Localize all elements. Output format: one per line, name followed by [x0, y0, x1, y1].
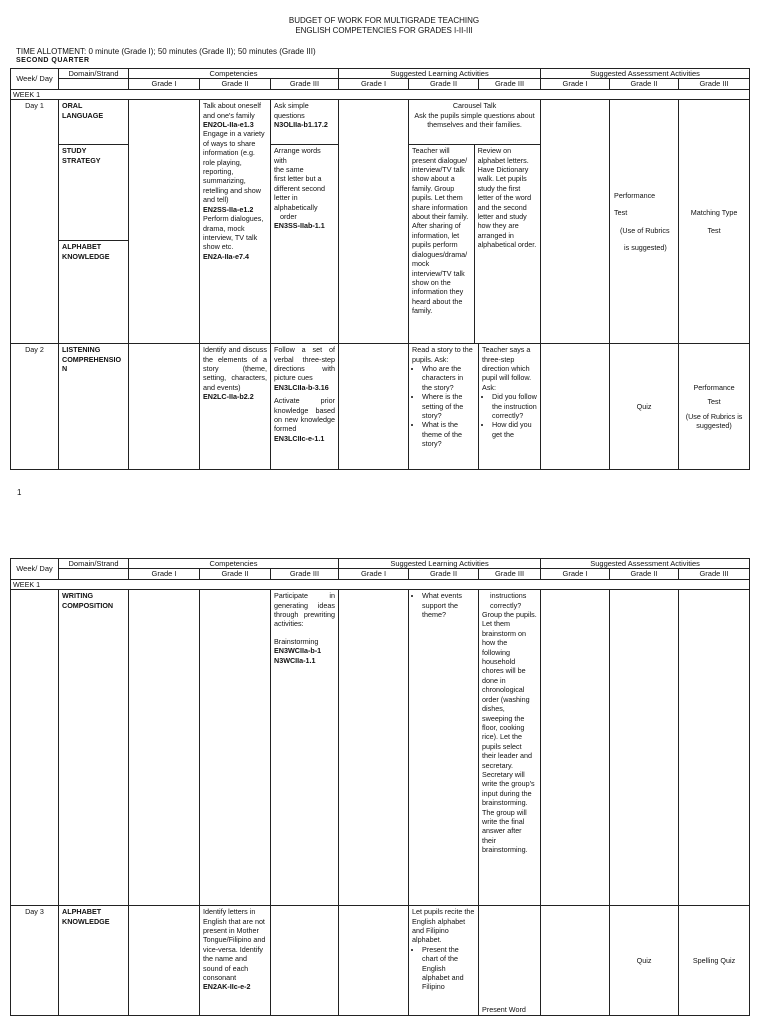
g3-code-lc-a: EN3LCIIa-b-3.16: [274, 382, 329, 392]
writing-act-grade1: [339, 590, 409, 906]
g3-code-ss: EN3SS-IIab-1.1: [274, 221, 325, 231]
day2-act-grade1: [339, 344, 409, 470]
table-row-day2: [11, 344, 750, 470]
g2-act-recite: Let pupils recite the English alphabet and Filipino alphabet.: [412, 907, 475, 945]
writing-assess-grade2: [610, 590, 679, 906]
table-row-writing: [11, 590, 750, 906]
act-grade1-header: Grade I: [339, 569, 409, 579]
act-grade3-header: Grade III: [479, 569, 541, 579]
day1-assess-grade2: [610, 100, 679, 344]
g3-assess-test: Test: [707, 225, 721, 235]
carousel-talk-block: [409, 100, 540, 145]
comp-grade3-header: Grade III: [271, 569, 339, 579]
list-item: • Present the chart of the English alphabet and Filipino: [422, 945, 475, 992]
document-title-line2: ENGLISH COMPETENCIES FOR GRADES I-II-III: [295, 26, 473, 35]
g2-assess-suggested: is suggested): [624, 243, 667, 253]
g2-act-questions: [412, 364, 475, 449]
g3-code-wc-b: N3WCIIa-1.1: [274, 655, 316, 665]
g2-assess-rubrics: (Use of Rubrics: [620, 225, 670, 235]
assess-grade3-header: Grade III: [679, 79, 750, 89]
day1-act-grade2-3: [409, 100, 541, 344]
act-grade1-header: Grade I: [339, 79, 409, 89]
day2-label: Day 2: [11, 344, 59, 470]
list-item: • How did you get the: [492, 420, 537, 439]
header-row-1: [11, 559, 750, 569]
g3-comp-activate: Activate prior knowledge based on new knowledge formed: [274, 396, 336, 434]
day3-act-grade1: [339, 906, 409, 1016]
writing-day-cell: [11, 590, 59, 906]
list-item: • Who are the characters in the story?: [422, 364, 475, 392]
g3-comp-arrange-3: first letter but a different second letter in alphabetically: [274, 174, 326, 212]
day2-assess-grade3: [679, 344, 750, 470]
quarter-label: SECOND QUARTER: [16, 57, 90, 64]
g2-activity-dialogue: Teacher will present dialogue/ interview/TV talk show about a family. Group pupils. Let them share information about their family. After sharing of information, let pupils perform dialogues/drama/ mock interview/TV talk show on the information they heard about the family.: [409, 145, 475, 343]
assess-grade1-header: Grade I: [541, 569, 610, 579]
g3-code-lc-b: EN3LCIIc-e-1.1: [274, 433, 325, 443]
list-item: • Where is the setting of the story?: [422, 392, 475, 420]
comp-grade1-header: Grade I: [129, 569, 200, 579]
g2-code-a: EN2A-IIa-e7.4: [203, 251, 249, 261]
g2-comp-elements: Identify and discuss the elements of a story (theme, setting, characters, and events): [203, 345, 267, 392]
g3-code-wc-a: EN3WCIIa-b-1: [274, 646, 322, 656]
day1-comp-grade3: [271, 100, 339, 344]
g2-comp-talk: Talk about oneself and one's family: [203, 101, 261, 120]
day1-activities-split: [409, 145, 540, 343]
list-item: • What events support the theme?: [422, 591, 475, 619]
day1-assess-grade1: [541, 100, 610, 344]
g3-code-ol: N3OLIIa-b1.17.2: [274, 120, 328, 130]
g2-comp-perform: Perform dialogues, drama, mock interview, TV talk show etc.: [203, 214, 264, 252]
g3-act-continued: instructions correctly?: [490, 591, 527, 610]
assess-grade3-header: Grade III: [679, 569, 750, 579]
day2-comp-grade2: [200, 344, 271, 470]
g3-act-questions: [482, 392, 537, 439]
g2-assess-performance: Performance: [614, 190, 656, 200]
day2-act-grade2: [409, 344, 479, 470]
day3-label: Day 3: [11, 906, 59, 1016]
writing-comp-grade3: [271, 590, 339, 906]
g3-act-three-step: Teacher says a three-step direction which pupil will follow. Ask:: [482, 345, 532, 392]
budget-table-page2: [10, 558, 750, 1016]
learning-activities-header: Suggested Learning Activities: [339, 69, 541, 79]
day3-assess-grade2: Quiz: [610, 906, 679, 1016]
document-page-1: [0, 0, 768, 497]
g3-comp-arrange-1: Arrange words with: [274, 146, 321, 165]
day3-comp-grade3: [271, 906, 339, 1016]
g3-comp-follow: Follow a set of verbal three-step directions with picture cues: [274, 345, 336, 383]
writing-comp-grade2: [200, 590, 271, 906]
g3-comp-ask-text: Ask simple questions: [274, 101, 309, 120]
g2-code-lc: EN2LC-IIa-b2.2: [203, 392, 254, 402]
day1-act-grade1: [339, 100, 409, 344]
day3-act-grade2: [409, 906, 479, 1016]
carousel-title: Carousel Talk: [452, 101, 497, 111]
document-page-2: [0, 548, 768, 1024]
comp-grade3-header: Grade III: [271, 79, 339, 89]
day2-assess-grade1: [541, 344, 610, 470]
g2-act-read-story: Read a story to the pupils. Ask:: [412, 345, 473, 364]
g3-activity-dictionary-walk: Review on alphabet letters. Have Dictionary walk. Let pupils study the first letter of the word and the second letter and study how they are arranged in alphabetical order.: [477, 146, 537, 250]
title-block: [0, 16, 768, 36]
g3-comp-participate: Participate in generating ideas through prewriting activities:: [274, 591, 336, 629]
day3-assess-grade3: Spelling Quiz: [679, 906, 750, 1016]
competencies-header: Competencies: [129, 559, 339, 569]
g2-comp-engage: Engage in a variety of ways to share information (e.g. role playing, reporting, summarizing, retelling and show and tell): [203, 129, 265, 205]
writing-act-grade3: [479, 590, 541, 906]
writing-comp-grade1: [129, 590, 200, 906]
table-row-day3: [11, 906, 750, 1016]
g3-assess-matching: Matching Type: [690, 208, 738, 218]
document-title-line1: BUDGET OF WORK FOR MULTIGRADE TEACHING: [288, 16, 480, 25]
assessment-activities-header: Suggested Assessment Activities: [541, 559, 750, 569]
act-grade3-header: Grade III: [479, 79, 541, 89]
list-item: • Did you follow the instruction correctly?: [492, 392, 537, 420]
day3-comp-grade1: [129, 906, 200, 1016]
writing-domain: WRITING COMPOSITION: [59, 590, 129, 906]
g3-comp-arrange-2: the same: [274, 165, 304, 175]
assess-grade2-header: Grade II: [610, 569, 679, 579]
comp-grade2-header: Grade II: [200, 79, 271, 89]
week-day-header: Week/ Day: [11, 559, 59, 580]
g3-assess-rubrics: (Use of Rubrics is suggested): [685, 411, 743, 431]
day1-domain-cell: [59, 100, 129, 344]
comp-grade1-header: Grade I: [129, 79, 200, 89]
domain-header: Domain/Strand: [59, 559, 129, 569]
domain-study-strategy: STUDY STRATEGY: [59, 145, 128, 241]
day3-assess-grade1: [541, 906, 610, 1016]
domain-subheader-blank: [59, 79, 129, 89]
assess-grade2-header: Grade II: [610, 79, 679, 89]
domain-oral-language: ORAL LANGUAGE: [59, 100, 128, 145]
g2-act-questions-cont: [412, 591, 475, 619]
week-label: WEEK 1: [11, 579, 750, 589]
header-row-1: [11, 69, 750, 79]
g2-code-ol: EN2OL-IIa-e1.3: [203, 120, 254, 130]
assessment-activities-header: Suggested Assessment Activities: [541, 69, 750, 79]
week-row: [11, 89, 750, 99]
time-allotment: TIME ALLOTMENT: 0 minute (Grade I); 50 minutes (Grade II); 50 minutes (Grade III): [16, 47, 316, 56]
day3-comp-grade2: [200, 906, 271, 1016]
domain-alphabet-knowledge: ALPHABET KNOWLEDGE: [62, 242, 110, 261]
day2-comp-grade3: [271, 344, 339, 470]
day1-label: Day 1: [11, 100, 59, 344]
g2-comp-identify-letters: Identify letters in English that are not present in Mother Tongue/Filipino and vice-versa. Identify the name and sound of each consonant: [203, 907, 266, 983]
domain-header: Domain/Strand: [59, 69, 129, 79]
assess-grade1-header: Grade I: [541, 79, 610, 89]
day2-act-grade3: [479, 344, 541, 470]
list-item: • What is the theme of the story?: [422, 420, 475, 448]
writing-assess-grade3: [679, 590, 750, 906]
header-row-2: [11, 79, 750, 89]
g2-assess-test: Test: [614, 208, 628, 218]
day2-assess-grade2: Quiz: [610, 344, 679, 470]
act-grade2-header: Grade II: [409, 79, 479, 89]
learning-activities-header: Suggested Learning Activities: [339, 559, 541, 569]
week-row: [11, 579, 750, 589]
g3-act-brainstorm-chores: Group the pupils. Let them brainstorm on how the following household chores will be done in chronological order (washing dishes, sweeping the floor, cooking rice). Let the pupils select their leader and secretary. Secretary will write the group's input during the brainstorming. The group will write the final answer after their brainstorming.: [482, 610, 537, 855]
g3-comp-arrange-4: order: [280, 212, 297, 222]
header-row-2: [11, 569, 750, 579]
budget-table-page1: [10, 68, 750, 470]
writing-act-grade2: [409, 590, 479, 906]
page-number: 1: [17, 488, 22, 497]
g3-comp-ask: [271, 100, 338, 145]
week-label: WEEK 1: [11, 89, 750, 99]
day1-assess-grade3: [679, 100, 750, 344]
table-row-day1: [11, 100, 750, 344]
day3-domain-alphabet: ALPHABET KNOWLEDGE: [59, 906, 129, 1016]
g2-code-ak: EN2AK-IIc-e-2: [203, 982, 251, 992]
g3-comp-brainstorming: Brainstorming: [274, 636, 319, 646]
day2-comp-grade1: [129, 344, 200, 470]
g2-code-ss: EN2SS-IIa-e1.2: [203, 204, 254, 214]
day3-act-grade3: Present Word: [479, 906, 541, 1016]
comp-grade2-header: Grade II: [200, 569, 271, 579]
day1-comp-grade2: [200, 100, 271, 344]
act-grade2-header: Grade II: [409, 569, 479, 579]
writing-assess-grade1: [541, 590, 610, 906]
day2-domain-listening: LISTENING COMPREHENSIO N: [59, 344, 129, 470]
g2-act-chart: [412, 945, 475, 992]
domain-subheader-blank: [59, 569, 129, 579]
competencies-header: Competencies: [129, 69, 339, 79]
g3-assess-test: Test: [707, 397, 721, 407]
day1-comp-grade1: [129, 100, 200, 344]
carousel-text: Ask the pupils simple questions about themselves and their families.: [414, 110, 535, 130]
g3-comp-arrange: [271, 145, 338, 232]
week-day-header: Week/ Day: [11, 69, 59, 90]
g3-assess-performance: Performance: [693, 382, 735, 392]
